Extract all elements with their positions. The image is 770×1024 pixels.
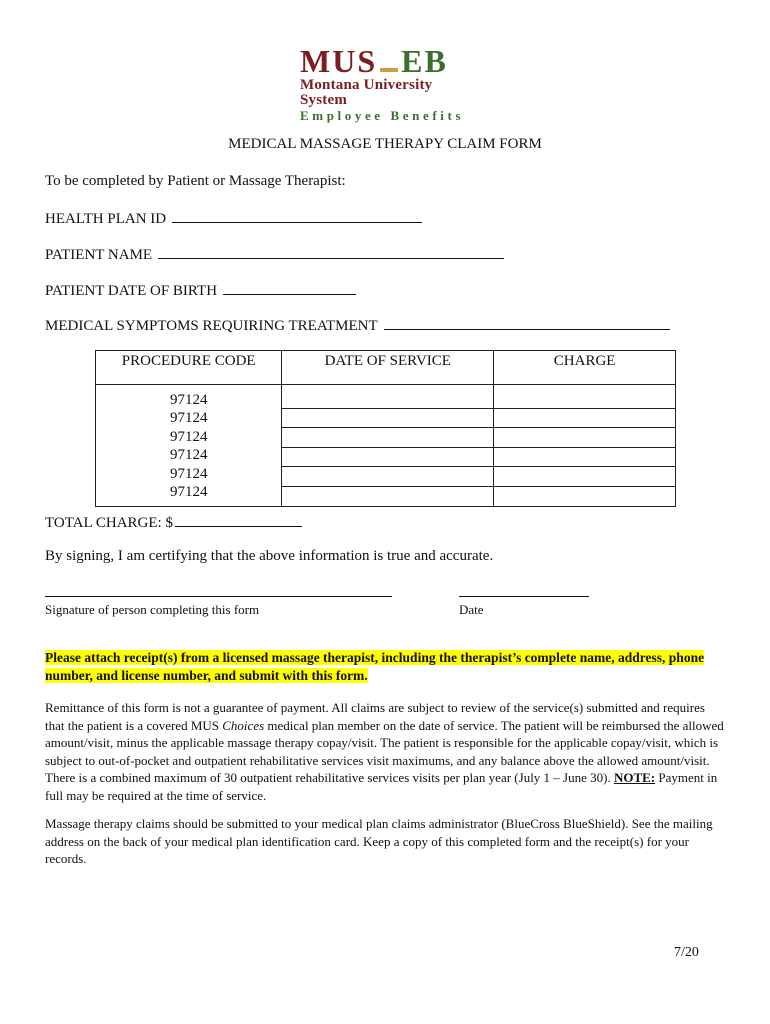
- header-date-of-service: DATE OF SERVICE: [282, 351, 494, 385]
- charge-field-6[interactable]: [494, 487, 675, 506]
- choices-plan-name: Choices: [222, 717, 265, 733]
- total-charge-row: [45, 512, 302, 532]
- date-of-service-field-6[interactable]: [282, 487, 493, 506]
- health-plan-id-label: HEALTH PLAN ID: [45, 211, 167, 227]
- logo-abbr-right: EB: [401, 43, 448, 79]
- remittance-paragraph: [45, 699, 725, 804]
- logo-abbr-left: MUS: [300, 43, 378, 79]
- remit-text-3: Payment in full may be required at the time of service.: [45, 770, 718, 803]
- signature-label: Signature of person completing this form: [45, 602, 260, 617]
- procedure-code-1: 97124: [169, 391, 208, 408]
- remit-text-1: Remittance of this form is not a guarantee of payment. All claims are subject to review of the service(s) submitted and requires that the patient is a covered MUS: [45, 700, 705, 733]
- date-of-service-field-1[interactable]: [282, 389, 493, 409]
- date-field[interactable]: [459, 596, 589, 597]
- certification-statement: By signing, I am certifying that the above information is true and accurate.: [45, 548, 494, 564]
- charge-field-5[interactable]: [494, 467, 675, 487]
- mus-eb-logo: [300, 43, 475, 123]
- charge-field-4[interactable]: [494, 448, 675, 468]
- symptoms-label: MEDICAL SYMPTOMS REQUIRING TREATMENT: [45, 318, 378, 334]
- date-of-service-field-2[interactable]: [282, 409, 493, 429]
- form-intro: To be completed by Patient or Massage Therapist:: [45, 173, 346, 189]
- date-of-service-field-5[interactable]: [282, 467, 493, 487]
- health-plan-id-row: [45, 208, 422, 228]
- header-charge: CHARGE: [494, 351, 676, 385]
- patient-dob-field[interactable]: [223, 280, 356, 295]
- patient-name-field[interactable]: [158, 244, 504, 259]
- note-label: NOTE:: [613, 770, 656, 785]
- procedure-code-5: 97124: [169, 465, 208, 482]
- logo-org-name: Montana University System: [300, 77, 433, 108]
- charge-field-2[interactable]: [494, 409, 675, 429]
- charge-field-1[interactable]: [494, 389, 675, 409]
- procedure-code-3: 97124: [169, 428, 208, 445]
- page-number: 7/20: [674, 945, 699, 960]
- patient-dob-label: PATIENT DATE OF BIRTH: [45, 283, 218, 299]
- health-plan-id-field[interactable]: [172, 208, 422, 223]
- procedure-table: [95, 350, 676, 507]
- attach-receipt-text: Please attach receipt(s) from a licensed massage therapist, including the therapist’s complete name, address, phone number, and license number, and submit with this form.: [45, 650, 705, 683]
- charge-cells: [494, 385, 676, 507]
- symptoms-row: [45, 315, 670, 335]
- date-label: Date: [459, 602, 484, 617]
- form-title: MEDICAL MASSAGE THERAPY CLAIM FORM: [228, 136, 542, 152]
- patient-name-label: PATIENT NAME: [45, 247, 153, 263]
- logo-divider-bar: [380, 68, 398, 72]
- total-charge-label: TOTAL CHARGE: $: [45, 515, 173, 531]
- claims-submission-paragraph: Massage therapy claims should be submitted to your medical plan claims administrator (BlueCross BlueShield). See the mailing address on the back of your medical plan identification card. Keep a copy of this completed form and the receipt(s) for your records.: [45, 816, 713, 866]
- logo-mark: [300, 43, 475, 79]
- date-of-service-cells: [282, 385, 494, 507]
- logo-dept-name: Employee Benefits: [300, 108, 465, 123]
- attach-receipt-notice: [45, 649, 735, 685]
- remit-text-2: medical plan member on the date of service. The patient will be reimbursed the allowed amount/visit, minus the applicable massage therapy copay/visit. The patient is responsible for the applicable copay/visit, which is subject to out-of-pocket and outpatient rehabilitative services visit maximums, and any balance above the allowed amount/visit. There is a combined maximum of 30 outpatient rehabilitative services visits per plan year (July 1 – June 30).: [45, 717, 724, 785]
- patient-dob-row: [45, 280, 356, 300]
- table-header-row: [96, 351, 676, 385]
- symptoms-field[interactable]: [384, 315, 670, 330]
- table-body-row: [96, 385, 676, 507]
- charge-field-3[interactable]: [494, 428, 675, 448]
- signature-field[interactable]: [45, 596, 392, 597]
- date-of-service-field-3[interactable]: [282, 428, 493, 448]
- patient-name-row: [45, 244, 504, 264]
- total-charge-field[interactable]: [175, 512, 302, 527]
- procedure-code-4: 97124: [169, 447, 208, 464]
- procedure-code-6: 97124: [169, 484, 208, 501]
- procedure-code-cell: [96, 385, 282, 507]
- header-procedure-code: PROCEDURE CODE: [96, 351, 282, 385]
- procedure-code-2: 97124: [169, 410, 208, 427]
- date-of-service-field-4[interactable]: [282, 448, 493, 468]
